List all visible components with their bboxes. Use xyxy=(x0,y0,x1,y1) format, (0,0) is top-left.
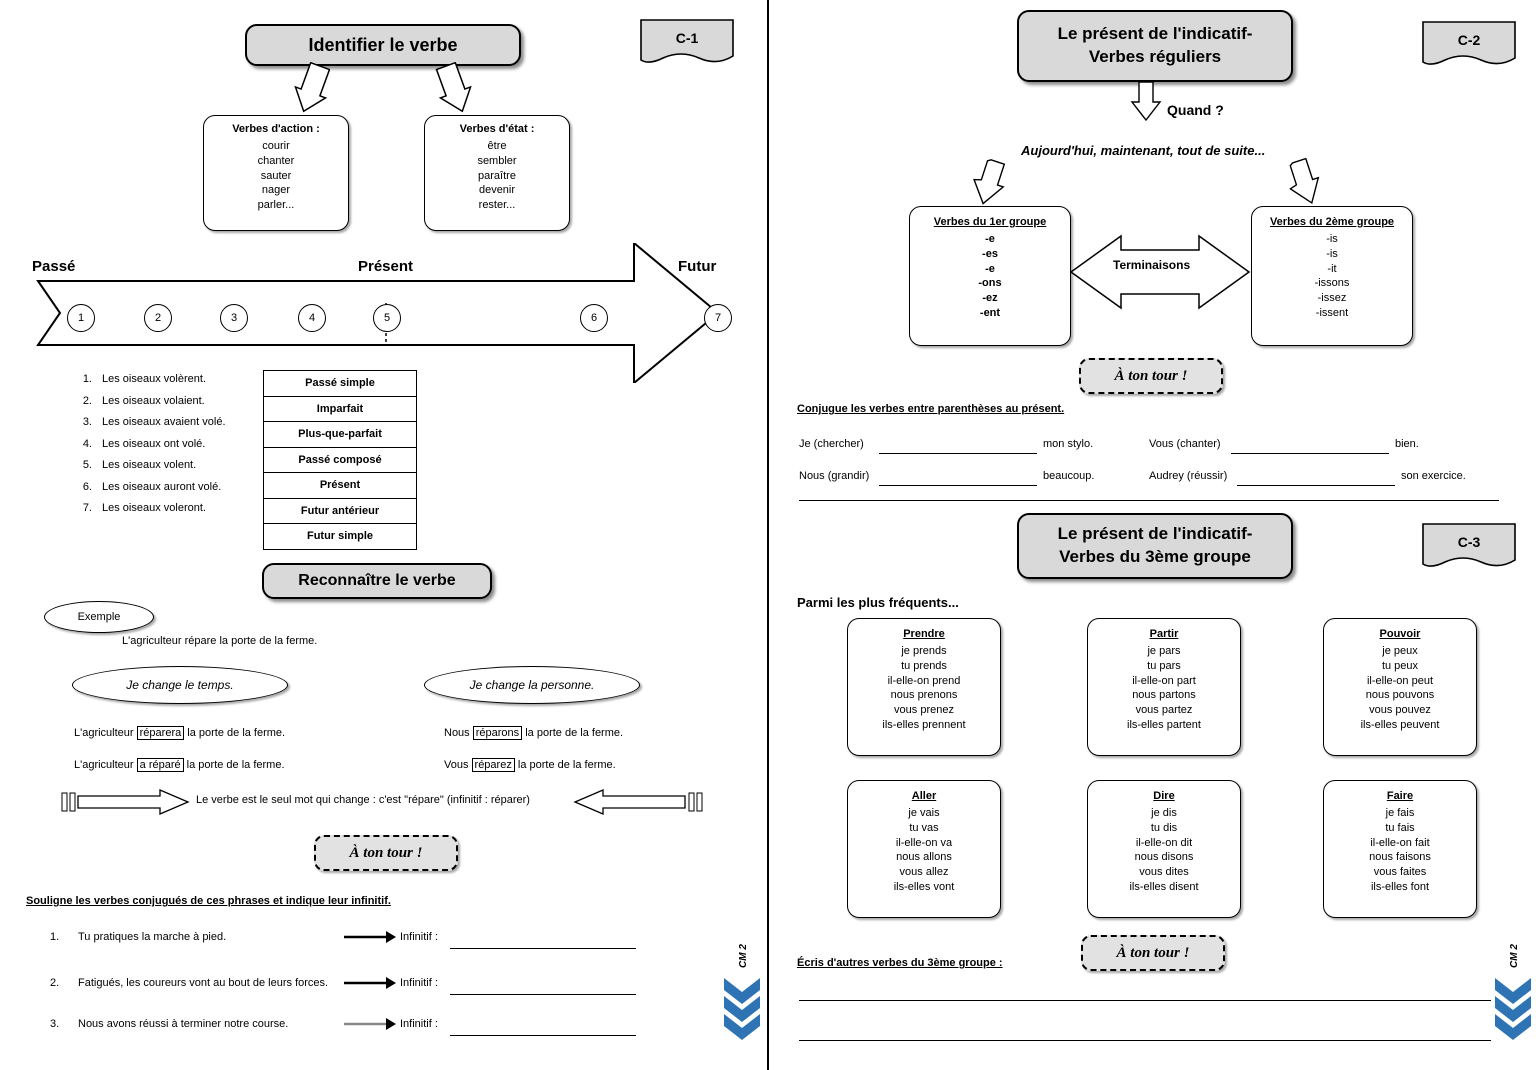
conjugue-label-1: Je (chercher) xyxy=(799,438,864,450)
list-item xyxy=(70,459,270,471)
sentence-num: 6. xyxy=(82,480,92,493)
action-item: nager xyxy=(261,184,291,197)
verb-form: il-elle-on va xyxy=(895,836,953,849)
title-identifier-le-verbe: Identifier le verbe xyxy=(245,24,521,66)
conjugue-after-4: son exercice. xyxy=(1401,470,1466,482)
title-line-2: Verbes réguliers xyxy=(1088,47,1222,66)
verb-form: ils-elles vont xyxy=(893,881,955,894)
etat-item: rester... xyxy=(478,199,516,212)
tense-cell: Imparfait xyxy=(264,397,416,423)
exercise-answer-line-2[interactable] xyxy=(450,994,636,995)
sentence-text: Les oiseaux voleront. xyxy=(102,502,206,514)
groupe1-ending: -es xyxy=(982,247,998,260)
sentence-num: 1. xyxy=(82,373,92,385)
conjugue-input-1[interactable] xyxy=(879,453,1037,454)
conjugue-after-1: mon stylo. xyxy=(1043,438,1094,450)
highlighted-verb: réparera xyxy=(137,726,185,740)
verb-form: nous pouvons xyxy=(1365,689,1435,702)
flag-c2 xyxy=(1419,18,1519,70)
temps-sentence-2: L'agriculteur a réparé la porte de la ferme. xyxy=(74,759,285,771)
ecris-answer-line-1[interactable] xyxy=(799,1000,1491,1001)
box-verbes-etat-header: Verbes d'état : xyxy=(459,123,535,135)
sentence-text: Les oiseaux ont volé. xyxy=(102,437,206,450)
etat-item: devenir xyxy=(478,184,516,197)
title-line-1: Le présent de l'indicatif- xyxy=(1057,24,1253,44)
box-verbes-action-header: Verbes d'action : xyxy=(232,123,320,135)
etat-item: sembler xyxy=(477,154,517,167)
verb-form: il-elle-on dit xyxy=(1135,836,1193,849)
list-item xyxy=(70,416,270,428)
sentence-num: 4. xyxy=(82,437,92,450)
arrow-to-action-box-icon xyxy=(270,62,330,116)
verb-form: nous allons xyxy=(896,851,952,864)
groupe1-ending: -ent xyxy=(979,307,1001,320)
exercise-num-1: 1. xyxy=(50,931,60,943)
exercise-text-3: Nous avons réussi à terminer notre course. xyxy=(78,1018,289,1030)
verb-form: tu dis xyxy=(1150,821,1178,834)
groupe2-ending: -issez xyxy=(1317,292,1347,305)
title-present-3eme-groupe xyxy=(1017,513,1293,579)
verb-box-header: Dire xyxy=(1153,790,1175,802)
arrow-right-conclusion-icon xyxy=(60,789,190,815)
verb-box-dire xyxy=(1087,780,1241,918)
exercise-label-3: Infinitif : xyxy=(400,1018,438,1030)
verb-form: je pars xyxy=(1147,644,1181,657)
exercise-label-2: Infinitif : xyxy=(400,977,438,989)
tense-cell: Passé composé xyxy=(264,448,416,474)
etat-item: paraître xyxy=(478,169,516,182)
arrow-exercise-2-icon xyxy=(344,976,396,990)
verb-form: vous dites xyxy=(1139,866,1189,879)
timeline-point-7: 7 xyxy=(704,304,732,332)
box-groupe2-header: Verbes du 2ème groupe xyxy=(1269,216,1395,228)
verb-form: tu vas xyxy=(909,821,939,834)
verb-form: tu prends xyxy=(901,659,947,672)
verb-box-header: Prendre xyxy=(903,628,945,640)
groupe1-ending: -ons xyxy=(978,277,1002,290)
corner-mark-right: CM 2 xyxy=(1509,944,1520,968)
left-page xyxy=(0,0,766,1070)
flag-c3 xyxy=(1419,520,1519,572)
timeline-label-present: Présent xyxy=(358,258,414,275)
tense-cell: Futur antérieur xyxy=(264,499,416,525)
sentence-text: Les oiseaux volaient. xyxy=(102,394,205,407)
tense-cell: Présent xyxy=(264,473,416,499)
verb-form: je dis xyxy=(1151,806,1177,819)
verb-form: je prends xyxy=(901,644,947,657)
a-ton-tour-right-2: À ton tour ! xyxy=(1081,935,1225,971)
right-page xyxy=(769,0,1536,1070)
example-sentence: L'agriculteur répare la porte de la ferme. xyxy=(122,635,318,647)
personne-sentence-1: Nous réparons la porte de la ferme. xyxy=(444,727,624,739)
list-item xyxy=(70,481,270,493)
flag-c3-label: C-3 xyxy=(1457,534,1481,550)
verb-box-aller xyxy=(847,780,1001,918)
bubble-je-change-la-personne: Je change la personne. xyxy=(424,666,640,704)
action-item: chanter xyxy=(257,154,295,167)
exercise-text-2: Fatigués, les coureurs vont au bout de leurs forces. xyxy=(78,977,329,989)
sentence-num: 7. xyxy=(82,502,92,514)
exercise-instruction-left: Souligne les verbes conjugués de ces phrases et indique leur infinitif. xyxy=(26,895,391,907)
sentence-text: Les oiseaux avaient volé. xyxy=(102,416,226,428)
title2-line-1: Le présent de l'indicatif- xyxy=(1057,524,1253,544)
groupe1-ending: -e xyxy=(985,232,995,245)
timeline-point-2: 2 xyxy=(144,304,172,332)
sentence-text: Les oiseaux volèrent. xyxy=(102,373,206,385)
verb-form: je fais xyxy=(1385,806,1415,819)
groupe1-ending: -e xyxy=(985,262,995,275)
tense-cell: Futur simple xyxy=(306,530,373,542)
exercise-text-1: Tu pratiques la marche à pied. xyxy=(78,931,227,943)
groupe2-ending: -it xyxy=(1327,262,1337,275)
action-item: parler... xyxy=(257,199,295,212)
exercise-num-3: 3. xyxy=(50,1018,60,1030)
highlighted-verb: a réparé xyxy=(137,758,184,772)
title-present-verbes-reguliers xyxy=(1017,10,1293,82)
tense-cell: Plus-que-parfait xyxy=(264,422,416,448)
exercise-answer-line-3[interactable] xyxy=(450,1035,636,1036)
chevron-down-icon-right xyxy=(1491,976,1535,1042)
arrow-to-groupe2-icon xyxy=(1289,158,1343,210)
arrow-quand-icon xyxy=(1129,80,1163,122)
ecris-instruction: Écris d'autres verbes du 3ème groupe : xyxy=(797,957,1003,969)
arrow-exercise-1-icon xyxy=(344,930,396,944)
title-reconnaitre-le-verbe: Reconnaître le verbe xyxy=(262,563,492,599)
arrow-exercise-3-icon xyxy=(344,1017,396,1031)
tense-cell: Passé simple xyxy=(264,371,416,397)
groupe1-ending: -ez xyxy=(982,292,998,305)
verb-box-header: Aller xyxy=(911,790,937,802)
verb-form: ils-elles peuvent xyxy=(1360,719,1440,732)
conjugue-instruction: Conjugue les verbes entre parenthèses au présent. xyxy=(797,403,1065,415)
verb-box-faire xyxy=(1323,780,1477,918)
sentence-num: 3. xyxy=(82,416,92,428)
corner-mark-left: CM 2 xyxy=(738,944,749,968)
verb-form: ils-elles prennent xyxy=(882,719,966,732)
sentence-num: 2. xyxy=(82,394,92,407)
verb-form: tu peux xyxy=(1381,659,1419,672)
verb-form: il-elle-on fait xyxy=(1370,836,1430,849)
box-groupe1-header: Verbes du 1er groupe xyxy=(933,216,1047,228)
a-ton-tour-left: À ton tour ! xyxy=(314,835,458,871)
personne-sentence-2: Vous réparez la porte de la ferme. xyxy=(444,759,616,771)
timeline-point-3: 3 xyxy=(220,304,248,332)
sentence-list xyxy=(70,373,270,524)
title2-line-2: Verbes du 3ème groupe xyxy=(1059,547,1251,566)
a-ton-tour-right-1: À ton tour ! xyxy=(1079,358,1223,394)
box-verbes-2eme-groupe xyxy=(1251,206,1413,346)
conjugue-after-2: bien. xyxy=(1395,438,1419,450)
arrow-left-conclusion-icon xyxy=(573,789,703,815)
verb-form: il-elle-on prend xyxy=(887,674,961,687)
groupe2-ending: -issons xyxy=(1314,277,1350,290)
verb-form: nous disons xyxy=(1134,851,1194,864)
verb-form: ils-elles disent xyxy=(1129,881,1199,894)
verb-form: nous prenons xyxy=(890,689,958,702)
action-item: courir xyxy=(262,139,290,152)
highlighted-verb: réparons xyxy=(473,726,522,740)
timeline-point-4: 4 xyxy=(298,304,326,332)
conjugue-input-2[interactable] xyxy=(1231,453,1389,454)
verb-form: nous partons xyxy=(1132,689,1196,702)
conjugue-label-4: Audrey (réussir) xyxy=(1149,470,1228,482)
quand-label: Quand ? xyxy=(1167,102,1224,118)
verb-form: vous pouvez xyxy=(1369,704,1431,717)
box-verbes-etat xyxy=(424,115,570,231)
exercise-answer-line-1[interactable] xyxy=(450,948,636,949)
timeline-point-5: 5 xyxy=(373,304,401,332)
ecris-answer-line-2[interactable] xyxy=(799,1040,1491,1041)
etat-item: être xyxy=(487,139,507,152)
verb-box-header: Pouvoir xyxy=(1379,628,1421,640)
verb-form: vous allez xyxy=(899,866,949,879)
verb-box-pouvoir xyxy=(1323,618,1477,756)
conclusion-text: Le verbe est le seul mot qui change : c'est "répare" (infinitif : réparer) xyxy=(196,794,530,806)
flag-c1 xyxy=(637,16,737,68)
bubble-je-change-le-temps: Je change le temps. xyxy=(72,666,288,704)
tense-table xyxy=(263,370,417,550)
verb-form: vous partez xyxy=(1135,704,1193,717)
temps-sentence-1: L'agriculteur réparera la porte de la ferme. xyxy=(74,727,286,739)
timeline-label-futur: Futur xyxy=(678,258,717,275)
exercise-num-2: 2. xyxy=(50,977,60,989)
verb-form: tu pars xyxy=(1147,659,1181,672)
verb-form: ils-elles font xyxy=(1370,881,1430,894)
sentence-text: Les oiseaux auront volé. xyxy=(102,480,222,493)
double-arrow-terminaisons-icon xyxy=(1069,232,1251,312)
list-item xyxy=(70,373,270,385)
highlighted-verb: réparez xyxy=(472,758,515,772)
flag-c1-label: C-1 xyxy=(675,30,699,46)
quand-answer: Aujourd'hui, maintenant, tout de suite... xyxy=(1021,143,1266,158)
exercise-label-1: Infinitif : xyxy=(400,931,438,943)
verb-box-header: Partir xyxy=(1149,628,1179,640)
arrow-to-groupe1-icon xyxy=(954,158,1008,210)
timeline-point-1: 1 xyxy=(67,304,95,332)
arrow-to-etat-box-icon xyxy=(430,62,490,116)
list-item xyxy=(70,502,270,514)
groupe2-ending: -is xyxy=(1326,247,1338,260)
action-item: sauter xyxy=(260,169,292,182)
verb-form: il-elle-on part xyxy=(1132,674,1196,687)
verb-form: je vais xyxy=(908,806,940,819)
flag-c2-label: C-2 xyxy=(1457,32,1481,48)
verb-form: je peux xyxy=(1382,644,1418,657)
verb-box-prendre xyxy=(847,618,1001,756)
box-verbes-action xyxy=(203,115,349,231)
verb-box-header: Faire xyxy=(1386,790,1414,802)
parmi-label: Parmi les plus fréquents... xyxy=(797,595,959,610)
bubble-exemple: Exemple xyxy=(44,601,154,633)
conjugue-after-3: beaucoup. xyxy=(1043,470,1095,482)
list-item xyxy=(70,438,270,450)
section-separator xyxy=(799,500,1499,501)
sentence-text: Les oiseaux volent. xyxy=(102,459,197,471)
verb-form: vous prenez xyxy=(894,704,954,717)
timeline-label-passe: Passé xyxy=(32,258,76,275)
chevron-down-icon-left xyxy=(720,976,764,1042)
verb-box-partir xyxy=(1087,618,1241,756)
verb-form: tu fais xyxy=(1385,821,1415,834)
conjugue-label-2: Vous (chanter) xyxy=(1149,438,1221,450)
timeline-point-6: 6 xyxy=(580,304,608,332)
conjugue-input-4[interactable] xyxy=(1237,485,1395,486)
terminaisons-label: Terminaisons xyxy=(1113,258,1191,272)
conjugue-label-3: Nous (grandir) xyxy=(799,470,870,482)
list-item xyxy=(70,395,270,407)
groupe2-ending: -issent xyxy=(1315,307,1349,320)
sentence-num: 5. xyxy=(82,459,92,471)
box-verbes-1er-groupe xyxy=(909,206,1071,346)
verb-form: vous faites xyxy=(1373,866,1427,879)
verb-form: nous faisons xyxy=(1369,851,1431,864)
verb-form: il-elle-on peut xyxy=(1366,674,1434,687)
verb-form: ils-elles partent xyxy=(1127,719,1201,732)
groupe2-ending: -is xyxy=(1326,232,1338,245)
conjugue-input-3[interactable] xyxy=(879,485,1037,486)
